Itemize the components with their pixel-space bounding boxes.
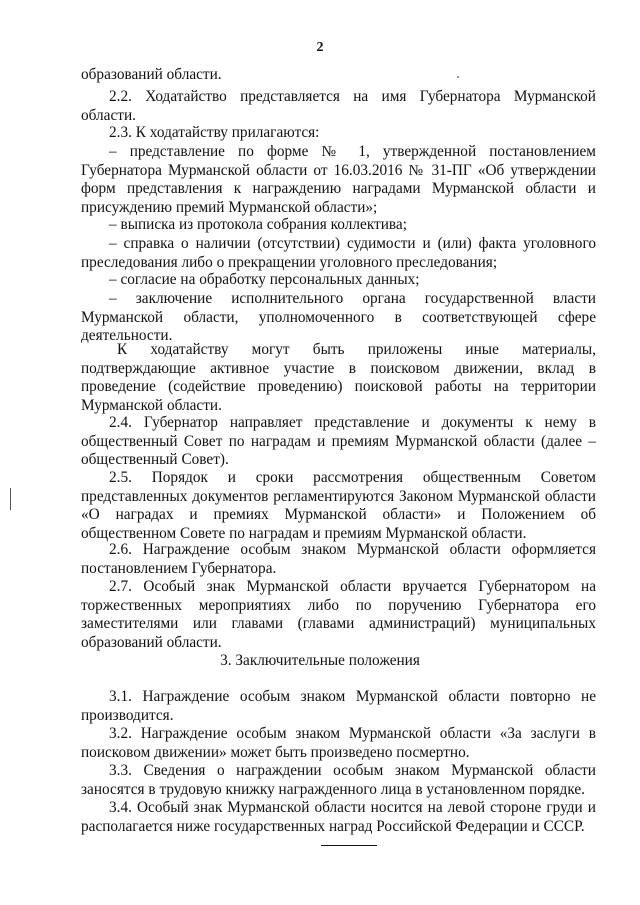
paragraph-attachments: К ходатайству могут быть приложены иные материалы, подтверждающие активное участие в поисковом движении, вклад в проведение (содействие проведению) поисковой работы на территории Мурманской области. xyxy=(81,341,596,414)
paragraph-2-5: 2.5. Порядок и сроки рассмотрения общественным Советом представленных документов регламентируются Законом Мурманской области «О наградах и премиях Мурманской области» и Положением об общественном Совете по наградам и премиям Мурманской области. xyxy=(81,469,596,542)
list-item-executive-conclusion: – заключение исполнительного органа государственной власти Мурманской области, уполномоченного в соответствующей сфере деятельности. xyxy=(81,290,596,344)
paragraph-2-6: 2.6. Награждение особым знаком Мурманской области оформляется постановлением Губернатора. xyxy=(81,541,596,577)
paragraph-2-3: 2.3. К ходатайству прилагаются: xyxy=(109,124,320,141)
paragraph-continuation: образований области. xyxy=(81,66,222,83)
paragraph-2-7: 2.7. Особый знак Мурманской области вручается Губернатором на торжественных мероприятиях либо по поручению Губернатора его заместителями или главами (главами администраций) муниципальных образований области. xyxy=(81,578,596,651)
margin-mark xyxy=(10,488,11,510)
paragraph-3-2: 3.2. Награждение особым знаком Мурманской области «За заслуги в поисковом движении» может быть произведено посмертно. xyxy=(81,725,596,761)
list-item-form-1: – представление по форме № 1, утвержденной постановлением Губернатора Мурманской области от 16.03.2016 № 31-ПГ «Об утверждении форм представления к награждению наградами Мурманской области и присуждению премий Мурманской области»; xyxy=(81,143,596,216)
closing-rule xyxy=(321,845,377,846)
list-item-personal-data-consent: – согласие на обработку персональных данных; xyxy=(109,271,420,288)
list-item-criminal-record: – справка о наличии (отсутствии) судимости и (или) факта уголовного преследования либо о прекращении уголовного преследования; xyxy=(81,235,596,271)
paragraph-2-2: 2.2. Ходатайство представляется на имя Губернатора Мурманской области. xyxy=(81,88,596,124)
paragraph-2-4: 2.4. Губернатор направляет представление и документы к нему в общественный Совет по наградам и премиям Мурманской области (далее – общественный Совет). xyxy=(81,414,596,468)
list-item-protocol-extract: – выписка из протокола собрания коллектива; xyxy=(109,216,407,233)
section-heading: 3. Заключительные положения xyxy=(220,652,420,669)
paragraph-3-3: 3.3. Сведения о награждении особым знаком Мурманской области заносятся в трудовую книжку награжденного лица в установленном порядке. xyxy=(81,762,596,798)
paragraph-3-1: 3.1. Награждение особым знаком Мурманской области повторно не производится. xyxy=(81,688,596,724)
page-number: 2 xyxy=(316,40,324,55)
paragraph-3-4: 3.4. Особый знак Мурманской области носится на левой стороне груди и располагается ниже государственных наград Российской Федерации и СССР. xyxy=(81,799,596,835)
